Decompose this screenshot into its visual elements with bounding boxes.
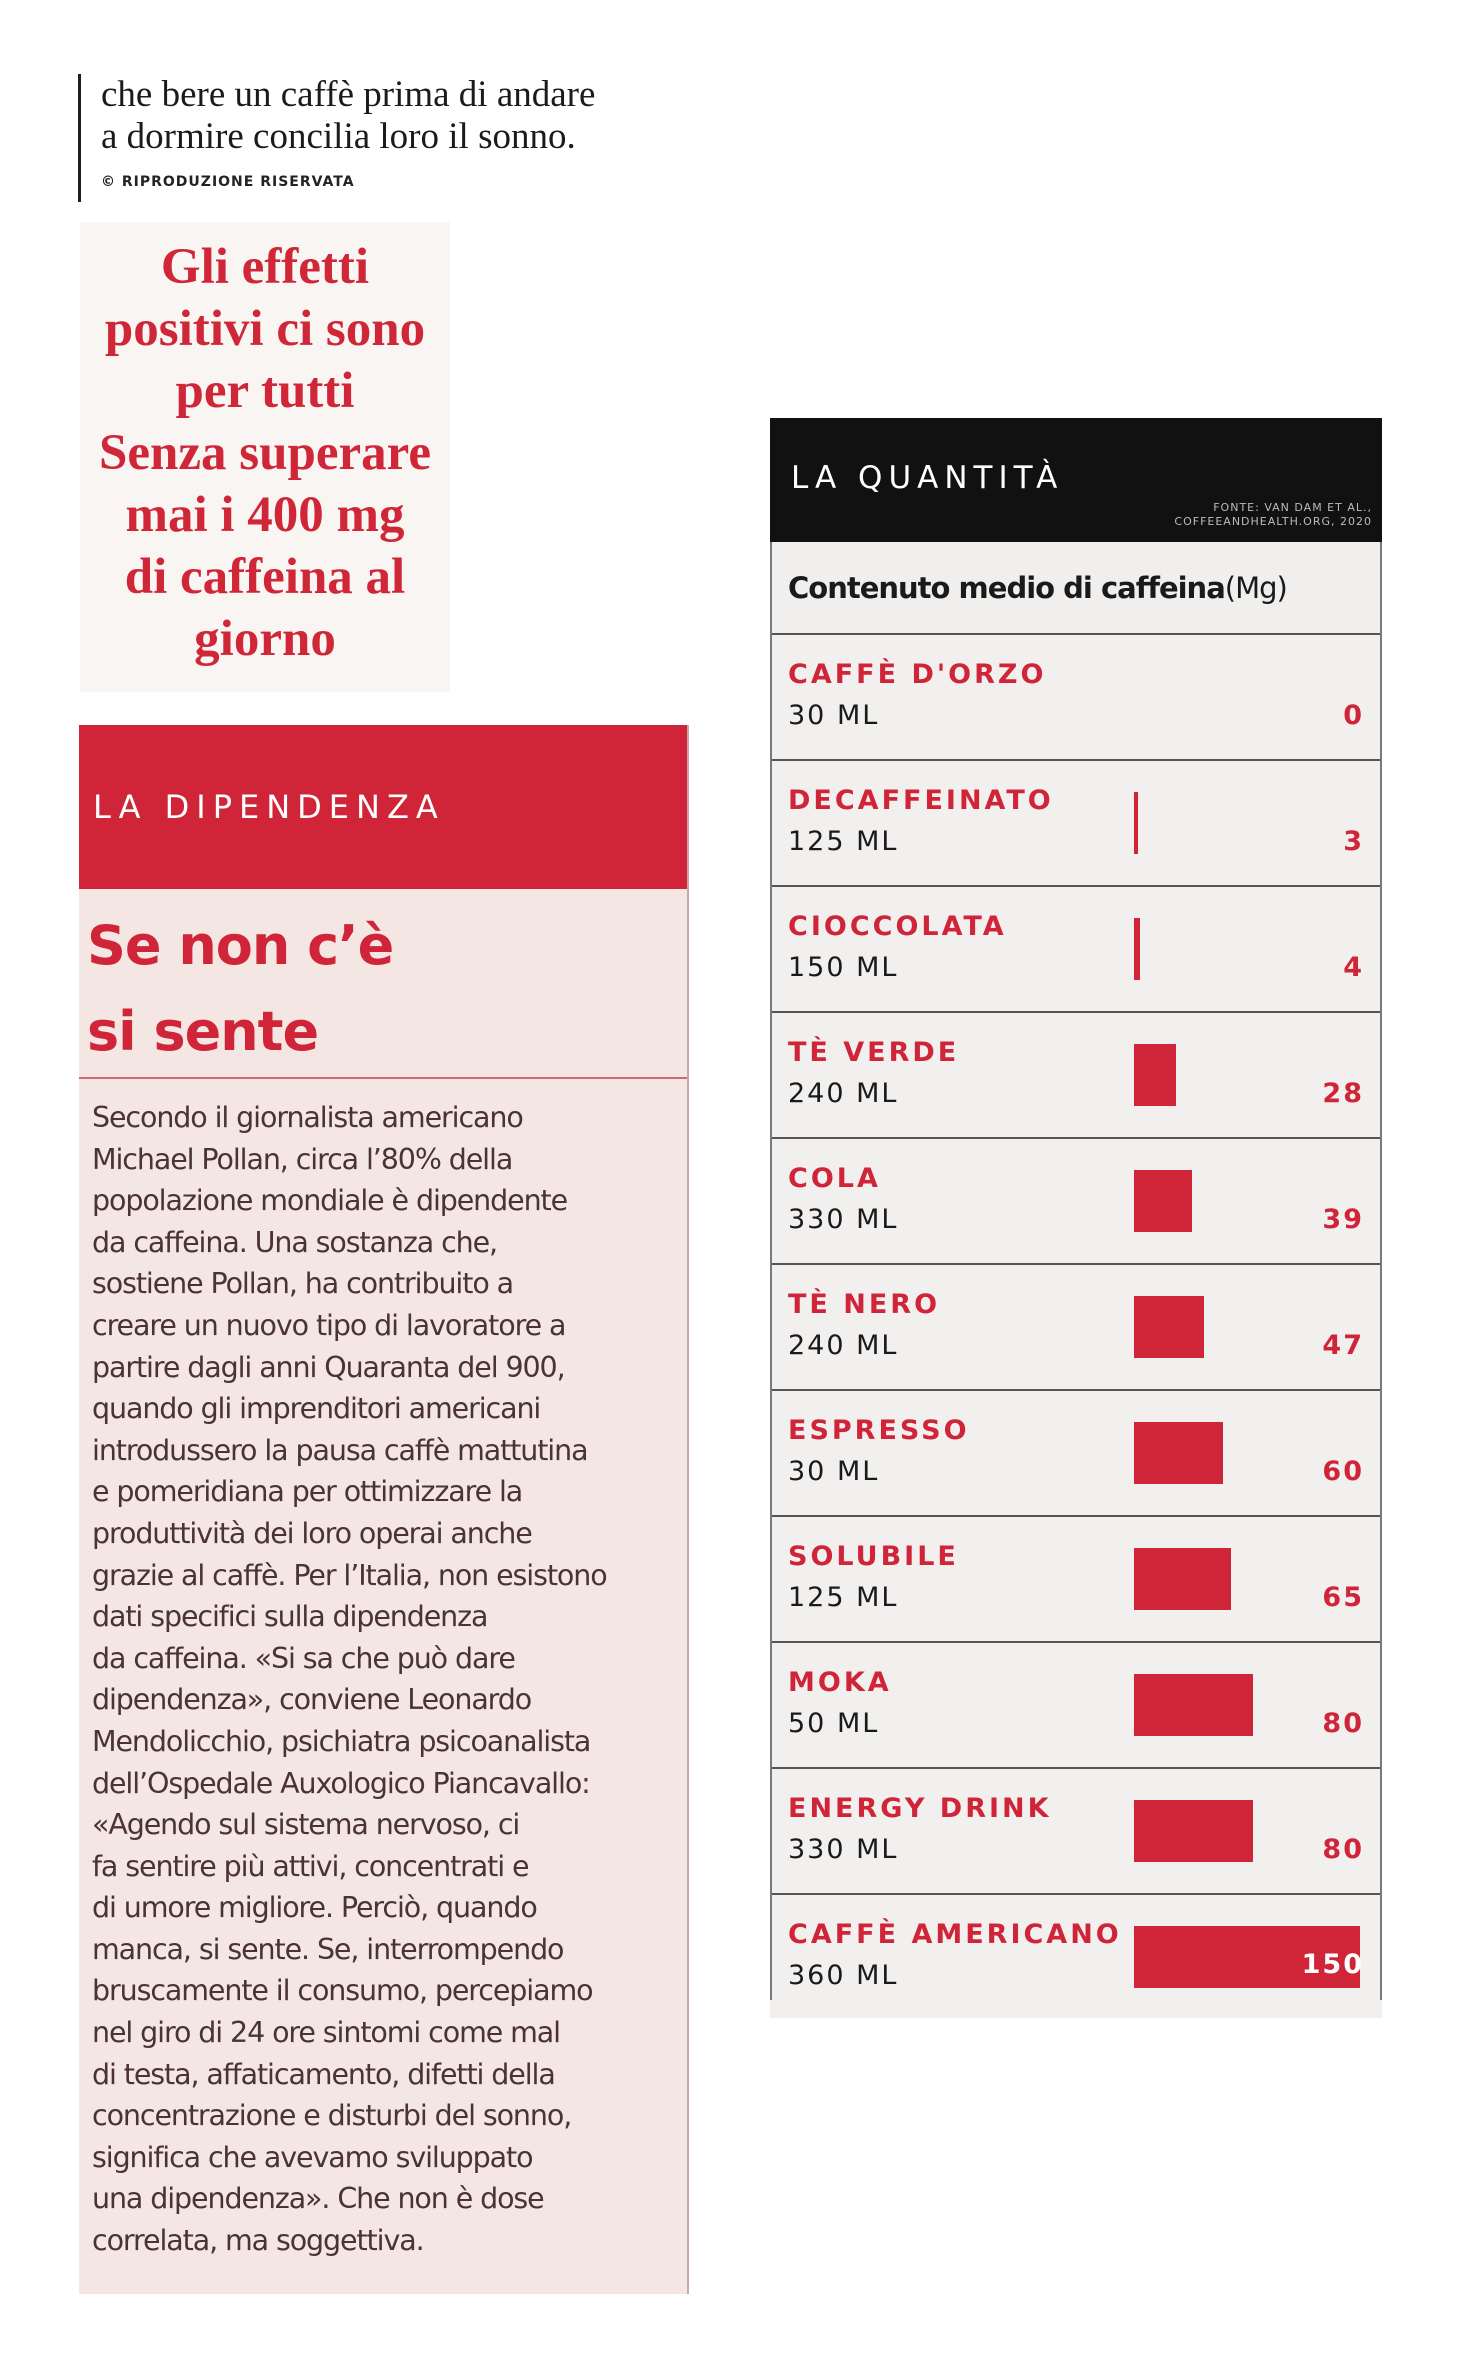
chart-row xyxy=(770,635,1382,761)
bar xyxy=(1134,1548,1231,1610)
chart-subtitle xyxy=(770,542,1382,635)
pull-quote-line: mai i 400 mg xyxy=(125,487,405,543)
chart-row xyxy=(770,1517,1382,1643)
chart-rows xyxy=(770,635,1382,2018)
volume-label: 240 ML xyxy=(788,1330,899,1361)
body-line: sostiene Pollan, ha contribuito a xyxy=(92,1267,513,1301)
category-label: ESPRESSO xyxy=(788,1415,970,1446)
chart-left-rule xyxy=(770,542,772,2000)
chart-header xyxy=(770,418,1382,542)
volume-label: 125 ML xyxy=(788,1582,899,1613)
body-line: quando gli imprenditori americani xyxy=(92,1392,541,1426)
category-label: CIOCCOLATA xyxy=(788,911,1007,942)
chart-row xyxy=(770,1013,1382,1139)
value-label: 150 xyxy=(1301,1949,1364,1980)
bar xyxy=(1134,1674,1253,1736)
body-line: fa sentire più attivi, concentrati e xyxy=(92,1849,529,1883)
volume-label: 360 ML xyxy=(788,1960,899,1991)
volume-label: 30 ML xyxy=(788,700,880,731)
chart-row xyxy=(770,1265,1382,1391)
body-line: Secondo il giornalista americano xyxy=(92,1101,523,1134)
category-label: TÈ NERO xyxy=(788,1289,941,1320)
value-label: 39 xyxy=(1322,1204,1364,1235)
value-label: 65 xyxy=(1322,1582,1364,1613)
article-tail-text xyxy=(101,74,690,158)
body-line: popolazione mondiale è dipendente xyxy=(92,1184,568,1218)
body-line: da caffeina. Una sostanza che, xyxy=(92,1225,498,1259)
body-line: manca, si sente. Se, interrompendo xyxy=(92,1932,564,1966)
chart-source xyxy=(1174,501,1372,529)
body-line: produttività dei loro operai anche xyxy=(92,1516,532,1550)
pull-quote-line: Senza superare xyxy=(99,425,431,481)
chart-title: LA QUANTITÀ xyxy=(791,460,1064,496)
dependence-header xyxy=(79,725,687,889)
bar xyxy=(1134,1296,1204,1358)
value-label: 47 xyxy=(1322,1330,1364,1361)
source-line: FONTE: VAN DAM ET AL., xyxy=(1213,501,1372,514)
bar xyxy=(1134,1170,1192,1232)
chart-row xyxy=(770,1895,1382,2018)
dependence-kicker: LA DIPENDENZA xyxy=(93,788,445,826)
volume-label: 240 ML xyxy=(788,1078,899,1109)
chart-right-rule xyxy=(1380,542,1382,2000)
volume-label: 330 ML xyxy=(788,1204,899,1235)
caffeine-chart xyxy=(770,418,1382,2000)
volume-label: 330 ML xyxy=(788,1834,899,1865)
body-line: creare un nuovo tipo di lavoratore a xyxy=(92,1308,566,1342)
body-line: nel giro di 24 ore sintomi come mal xyxy=(92,2016,560,2050)
dependence-headline xyxy=(79,889,687,1077)
body-line: correlata, ma soggettiva. xyxy=(92,2224,424,2258)
value-label: 80 xyxy=(1322,1708,1364,1739)
pull-quote-line: Gli effetti xyxy=(160,239,370,295)
volume-label: 50 ML xyxy=(788,1708,880,1739)
bar xyxy=(1134,1422,1223,1484)
category-label: TÈ VERDE xyxy=(788,1037,960,1068)
value-label: 3 xyxy=(1343,826,1364,857)
value-label: 28 xyxy=(1322,1078,1364,1109)
source-line: COFFEEANDHEALTH.ORG, 2020 xyxy=(1174,515,1372,528)
headline-line: Se non c’è xyxy=(87,914,394,977)
body-line: grazie al caffè. Per l’Italia, non esistono xyxy=(92,1558,607,1592)
body-line: dell’Ospedale Auxologico Piancavallo: xyxy=(92,1766,590,1800)
chart-row xyxy=(770,1643,1382,1769)
volume-label: 30 ML xyxy=(788,1456,880,1487)
volume-label: 125 ML xyxy=(788,826,899,857)
article-tail-line: a dormire concilia loro il sonno. xyxy=(101,116,576,157)
article-tail xyxy=(78,74,690,202)
value-label: 4 xyxy=(1343,952,1364,983)
value-label: 60 xyxy=(1322,1456,1364,1487)
pull-quote-line: positivi ci sono xyxy=(104,301,426,357)
chart-subtitle-bold: Contenuto medio di caffeina xyxy=(788,570,1225,605)
body-line: di umore migliore. Perciò, quando xyxy=(92,1891,537,1925)
body-line: bruscamente il consumo, percepiamo xyxy=(92,1974,593,2008)
copyright-notice: © RIPRODUZIONE RISERVATA xyxy=(101,174,355,190)
category-label: MOKA xyxy=(788,1667,892,1698)
body-line: «Agendo sul sistema nervoso, ci xyxy=(92,1808,520,1842)
dependence-box xyxy=(79,725,689,2294)
body-line: e pomeridiana per ottimizzare la xyxy=(92,1475,523,1509)
value-label: 80 xyxy=(1322,1834,1364,1865)
chart-row xyxy=(770,1391,1382,1517)
chart-row xyxy=(770,887,1382,1013)
pull-quote-line: giorno xyxy=(194,611,336,667)
category-label: CAFFÈ D'ORZO xyxy=(788,659,1047,690)
bar xyxy=(1134,792,1138,854)
chart-row xyxy=(770,761,1382,887)
pull-quote-line: per tutti xyxy=(175,363,355,419)
category-label: COLA xyxy=(788,1163,881,1194)
body-line: Mendolicchio, psichiatra psicoanalista xyxy=(92,1724,591,1758)
category-label: ENERGY DRINK xyxy=(788,1793,1052,1824)
article-tail-line: che bere un caffè prima di andare xyxy=(101,74,596,115)
volume-label: 150 ML xyxy=(788,952,899,983)
bar xyxy=(1134,918,1140,980)
body-line: significa che avevamo sviluppato xyxy=(92,2140,533,2174)
category-label: SOLUBILE xyxy=(788,1541,959,1572)
bar xyxy=(1134,1800,1253,1862)
body-line: una dipendenza». Che non è dose xyxy=(92,2182,544,2216)
chart-row xyxy=(770,1139,1382,1265)
body-line: da caffeina. «Si sa che può dare xyxy=(92,1641,515,1675)
value-label: 0 xyxy=(1343,700,1364,731)
body-line: dipendenza», conviene Leonardo xyxy=(92,1683,532,1717)
body-line: introdussero la pausa caffè mattutina xyxy=(92,1433,588,1467)
body-line: concentrazione e disturbi del sonno, xyxy=(92,2099,572,2133)
dependence-body xyxy=(79,1079,687,2262)
category-label: DECAFFEINATO xyxy=(788,785,1054,816)
body-line: dati specifici sulla dipendenza xyxy=(92,1600,488,1634)
chart-subtitle-unit: (Mg) xyxy=(1224,570,1287,605)
chart-row xyxy=(770,1769,1382,1895)
bar xyxy=(1134,1044,1176,1106)
body-line: Michael Pollan, circa l’80% della xyxy=(92,1142,513,1176)
headline-line: si sente xyxy=(87,1000,319,1063)
body-line: partire dagli anni Quaranta del 900, xyxy=(92,1350,565,1384)
category-label: CAFFÈ AMERICANO xyxy=(788,1919,1122,1950)
pull-quote xyxy=(80,222,450,692)
pull-quote-line: di caffeina al xyxy=(124,549,406,605)
body-line: di testa, affaticamento, difetti della xyxy=(92,2057,555,2091)
